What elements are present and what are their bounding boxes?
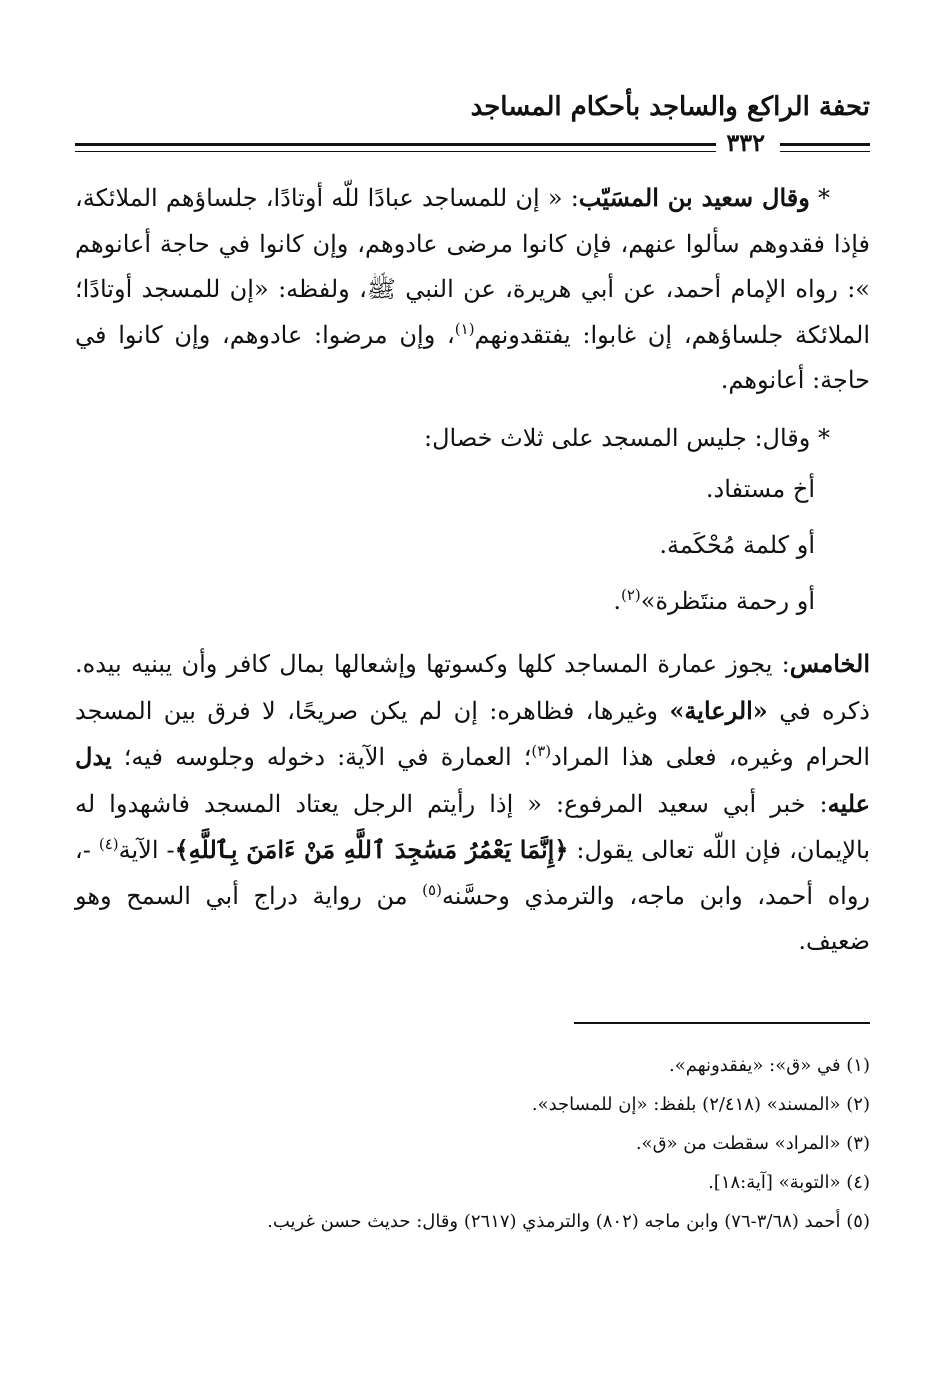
paragraph-said-ibn-musayyib [75, 175, 870, 404]
footnote: (٥) أحمد (٣/٦٨-٧٦) وابن ماجه (٨٠٢) والترمذي (٢٦١٧) وقال: حديث حسن غريب. [267, 1211, 870, 1232]
footnote-ref: (٢) [621, 586, 641, 604]
paragraph-text: ، وإن مرضوا: عادوهم، وإن كانوا في حاجة: أعانوهم. [75, 320, 870, 394]
header-rule-right-thick [780, 143, 870, 146]
paragraph-text: : خبر أبي سعيد المرفوع: « إذا رأيتم الرجل يعتاد المسجد فاشهدوا له بالإيمان، فإن اللّه تعالى يقول: [75, 789, 871, 864]
speaker-name: وقال سعيد بن المسَيّب [578, 183, 810, 212]
footnotes [70, 1046, 870, 1241]
list-item-text: أو رحمة منتَظرة» [640, 587, 815, 615]
header-rule-right-thin [780, 151, 870, 152]
list-item: أو كلمة مُحْكَمة. [659, 531, 815, 559]
footnote: (٢) «المسند» (٢/٤١٨) بلفظ: «إن للمساجد». [531, 1094, 870, 1115]
footnote-ref: (٥) [422, 880, 442, 899]
list-item-end: . [613, 587, 621, 615]
header-rule-left-thin [75, 151, 723, 152]
bullet-marker: * [809, 184, 830, 212]
list-item [75, 573, 870, 629]
footnote-ref: (٣) [531, 742, 552, 760]
running-title: تحفة الراكع والساجد بأحكام المساجد [470, 92, 870, 122]
emphasis-text: يدل عليه [75, 742, 870, 818]
paragraph-text: : « إن للمساجد عبادًا للّه أوتادًا، جلساؤهم الملائكة، فإذا فقدوهم سألوا عنهم، فإن كانوا مرضى عادوهم، وإن كانوا في حاجة أعانوهم »: رواه الإمام أحمد، عن أبي هريرة، عن النبي ﷺ، ولفظه: «إن للمسجد أوتادًا؛ الملائكة جلساؤهم، إن غابوا: يفتقدونهم [75, 184, 870, 349]
paragraph-text: -، رواه أحمد، وابن ماجه، والترمذي وحسَّنه [75, 836, 871, 910]
paragraph-text: : يجوز عمارة المساجد كلها وكسوتها وإشعالها بمال كافر وأن يبنيه بيده. ذكره في [75, 650, 870, 725]
main-text [75, 175, 870, 965]
paragraph-text: من رواية دراج أبي السمح وهو ضعيف. [75, 881, 870, 955]
paragraph-text: - الآية [118, 836, 175, 864]
paragraph-three-traits: * وقال: جليس المسجد على ثلاث خصال: [424, 423, 830, 452]
paragraph-text: ؛ العمارة في الآية: دخوله وجلوسه فيه؛ [111, 743, 532, 771]
footnote: (٤) «التوبة» [آية:١٨]. [708, 1172, 870, 1193]
list-item: أخ مستفاد. [705, 475, 815, 503]
footnote: (١) في «ق»: «يفقدونهم». [669, 1055, 870, 1076]
header-rule-left-thick [75, 143, 723, 146]
section-label: الخامس [789, 649, 870, 678]
page-number: ٣٣٢ [716, 128, 775, 158]
quran-verse: ﴿إِنَّمَا يَعْمُرُ مَسَٰجِدَ ٱللَّهِ مَنْ ءَامَنَ بِٱللَّهِ﴾ [174, 835, 569, 864]
footnote-separator [574, 1022, 870, 1024]
paragraph-text: وغيرها، فظاهره: إن لم يكن صريحًا، لا فرق بين المسجد الحرام وغيره، فعلى هذا المراد [75, 696, 871, 771]
footnote-ref: (١) [454, 319, 475, 338]
paragraph-fifth [75, 641, 870, 965]
source-title: «الرعاية» [669, 695, 768, 725]
footnote-ref: (٤) [98, 835, 119, 853]
footnote: (٣) «المراد» سقطت من «ق». [635, 1133, 870, 1154]
